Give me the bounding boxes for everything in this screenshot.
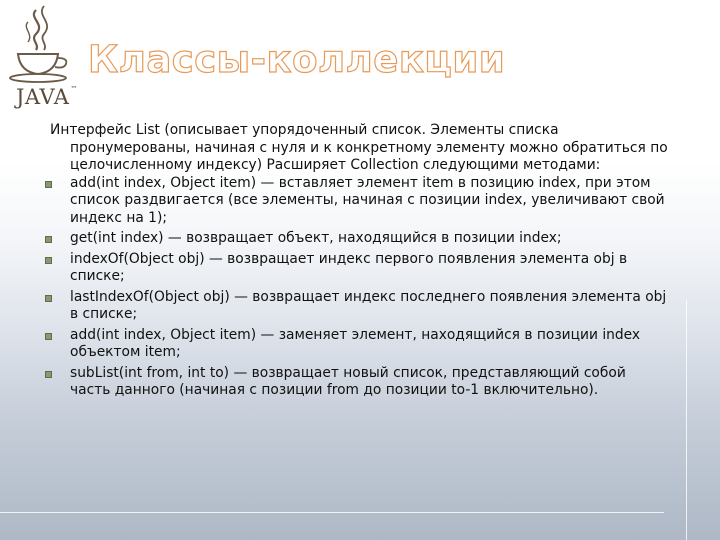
bullet-icon <box>45 295 52 302</box>
java-coffee-cup-icon <box>6 4 72 84</box>
list-item <box>50 230 670 248</box>
bullet-icon <box>45 236 52 243</box>
slide-title: Классы-коллекции <box>88 38 506 81</box>
bullet-icon <box>45 257 52 264</box>
method-description: — заменяет элемент, находящийся в позиции index объектом item; <box>70 326 641 360</box>
method-signature: get(int index) <box>70 230 164 246</box>
intro-paragraph: Интерфейс List (описывает упорядоченный список. Элементы списка пронумерованы, начиная с нуля и к конкретному элементу можно обратиться по целочисленному индексу) Расширяет Collection следующими методами: <box>50 122 668 173</box>
decorative-vertical-line <box>686 300 687 540</box>
bullet-icon <box>45 371 52 378</box>
method-description: — возвращает новый список, представляющий собой часть данного (начиная с позиции from до позиции to-1 включительно). <box>70 364 626 398</box>
java-wordmark: JAVA™ <box>16 85 78 109</box>
method-signature: subList(int from, int to) <box>70 364 230 381</box>
bullet-icon <box>45 181 52 188</box>
bullet-icon <box>45 333 52 340</box>
method-signature: add(int index, Object item) <box>70 326 257 343</box>
java-logo <box>6 4 78 112</box>
method-signature: add(int index, Object item) <box>70 174 257 191</box>
method-description: — возвращает объект, находящийся в позиции index; <box>163 230 562 246</box>
list-item <box>50 365 670 400</box>
method-description: — возвращает индекс первого появления элемента obj в списке; <box>70 250 628 284</box>
slide-body <box>50 122 670 403</box>
method-list <box>50 175 670 400</box>
decorative-horizontal-line <box>0 512 664 513</box>
list-item <box>50 327 670 362</box>
method-description: — вставляет элемент item в позицию index, при этом список раздвигается (все элементы, начиная с позиции index, увеличивают свой индекс на 1); <box>70 174 665 226</box>
list-item <box>50 175 670 228</box>
method-description: — возвращает индекс последнего появления элемента obj в списке; <box>70 288 667 322</box>
method-signature: indexOf(Object obj) <box>70 250 205 267</box>
method-signature: lastIndexOf(Object obj) <box>70 288 230 305</box>
list-item <box>50 251 670 286</box>
list-item <box>50 289 670 324</box>
